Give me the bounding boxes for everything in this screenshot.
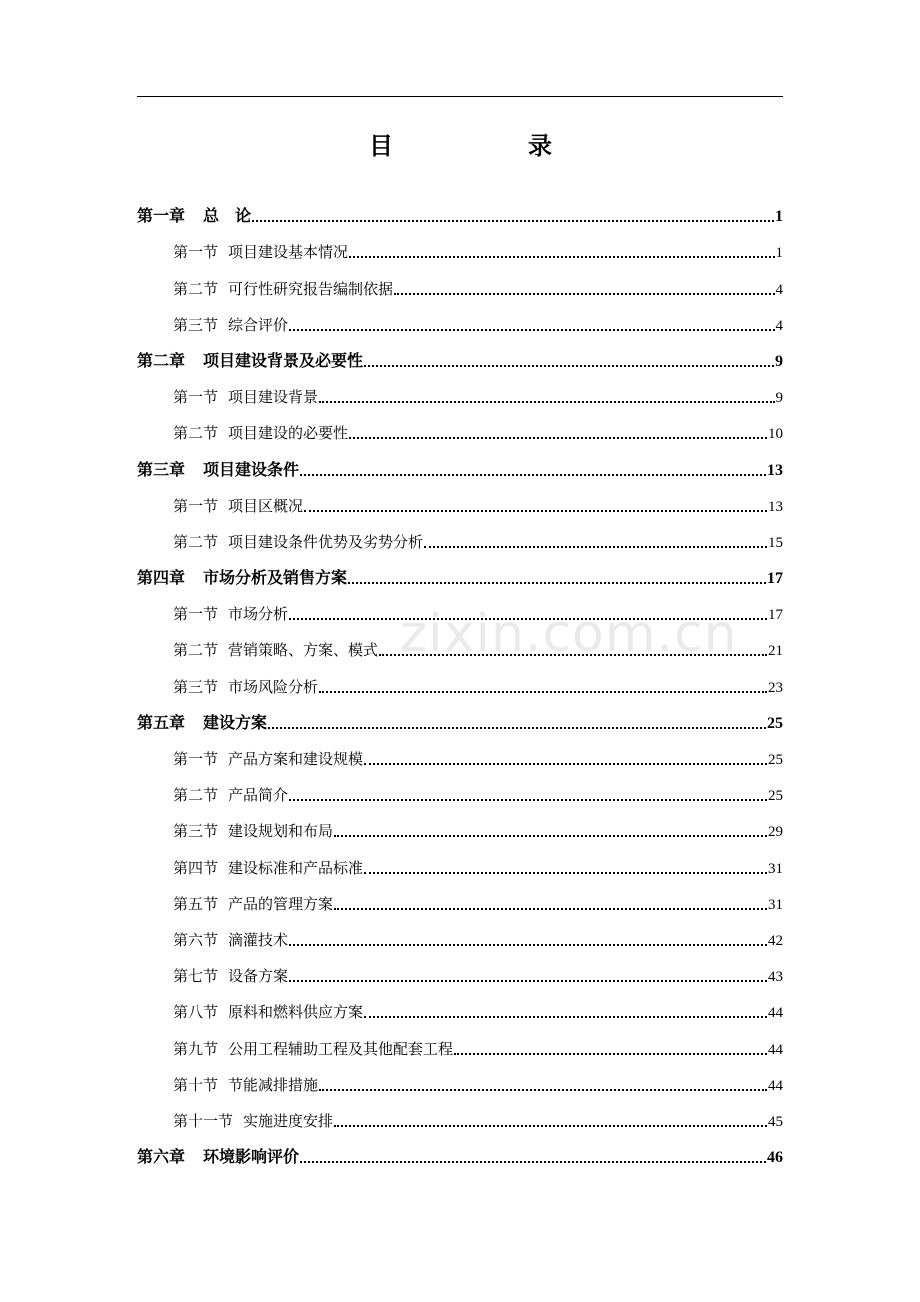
toc-section-entry[interactable] xyxy=(137,1063,783,1099)
toc-dot-leader xyxy=(289,799,767,801)
toc-entry-page-number: 25 xyxy=(768,788,783,805)
toc-entry-number: 第三章 xyxy=(137,459,186,479)
toc-dot-leader xyxy=(300,474,766,476)
toc-entry-page-number: 45 xyxy=(768,1113,783,1130)
toc-dot-leader xyxy=(364,1016,767,1018)
toc-dot-leader xyxy=(394,293,774,295)
toc-entry-number: 第八节 xyxy=(173,1003,219,1022)
toc-entry-page-number: 29 xyxy=(768,824,783,841)
toc-entry-page-number: 42 xyxy=(768,932,783,949)
toc-entry-title: 产品的管理方案 xyxy=(228,894,334,913)
toc-entry-page-number: 44 xyxy=(768,1077,783,1094)
toc-section-entry[interactable] xyxy=(137,411,783,447)
toc-entry-title: 营销策略、方案、模式 xyxy=(228,641,379,660)
toc-entry-number: 第一节 xyxy=(173,388,219,407)
toc-section-entry[interactable] xyxy=(137,375,783,411)
toc-section-entry[interactable] xyxy=(137,773,783,809)
toc-chapter-entry[interactable] xyxy=(137,701,783,737)
toc-entry-title: 设备方案 xyxy=(228,967,289,986)
toc-entry-page-number: 46 xyxy=(767,1149,783,1167)
toc-entry-number: 第五节 xyxy=(173,894,219,913)
toc-dot-leader xyxy=(289,980,767,982)
toc-entry-number: 第九节 xyxy=(173,1039,219,1058)
toc-entry-page-number: 9 xyxy=(775,390,783,407)
toc-entry-title: 节能减排措施 xyxy=(228,1075,319,1094)
toc-entry-title: 原料和燃料供应方案 xyxy=(228,1003,364,1022)
toc-entry-title: 滴灌技术 xyxy=(228,930,289,949)
toc-dot-leader xyxy=(319,1089,767,1091)
toc-chapter-entry[interactable] xyxy=(137,1135,783,1171)
toc-entry-page-number: 23 xyxy=(768,679,783,696)
toc-entry-number: 第二节 xyxy=(173,641,219,660)
toc-entry-title: 项目建设基本情况 xyxy=(228,243,349,262)
toc-chapter-entry[interactable] xyxy=(137,556,783,592)
toc-dot-leader xyxy=(349,256,774,258)
toc-section-entry[interactable] xyxy=(137,737,783,773)
toc-dot-leader xyxy=(319,691,767,693)
toc-entry-page-number: 21 xyxy=(768,643,783,660)
toc-entry-page-number: 4 xyxy=(775,281,783,298)
toc-dot-leader xyxy=(454,1053,767,1055)
toc-entry-number: 第二节 xyxy=(173,279,219,298)
toc-entry-page-number: 9 xyxy=(775,352,783,370)
toc-entry-page-number: 31 xyxy=(768,860,783,877)
toc-entry-number: 第四章 xyxy=(137,568,186,588)
toc-dot-leader xyxy=(334,908,767,910)
toc-section-entry[interactable] xyxy=(137,918,783,954)
toc-entry-number: 第一节 xyxy=(173,750,219,768)
toc-entry-number: 第一章 xyxy=(137,206,186,226)
toc-dot-leader xyxy=(268,727,766,729)
toc-entry-title: 市场风险分析 xyxy=(228,677,319,696)
toc-entry-page-number: 15 xyxy=(768,534,783,551)
toc-entry-title: 产品简介 xyxy=(228,786,289,805)
toc-dot-leader xyxy=(379,654,767,656)
toc-entry-title: 产品方案和建设规模 xyxy=(228,750,364,768)
toc-entry-title: 建设标准和产品标准 xyxy=(228,858,364,877)
toc-entry-number: 第一节 xyxy=(173,605,219,624)
table-of-contents xyxy=(137,194,783,1171)
toc-section-entry[interactable] xyxy=(137,1099,783,1135)
toc-entry-page-number: 1 xyxy=(775,245,783,262)
page-title xyxy=(137,126,783,166)
toc-entry-number: 第三节 xyxy=(173,677,219,696)
toc-dot-leader xyxy=(364,763,767,765)
toc-chapter-entry[interactable] xyxy=(137,447,783,483)
toc-entry-title: 建设规划和布局 xyxy=(228,822,334,841)
toc-entry-title: 项目建设条件优势及劣势分析 xyxy=(228,532,424,551)
toc-entry-title: 项目建设条件 xyxy=(203,459,300,479)
toc-entry-title: 环境影响评价 xyxy=(203,1147,300,1167)
toc-entry-number: 第一节 xyxy=(173,243,219,262)
toc-section-entry[interactable] xyxy=(137,230,783,266)
toc-entry-page-number: 10 xyxy=(768,426,783,443)
toc-section-entry[interactable] xyxy=(137,990,783,1026)
toc-entry-number: 第二节 xyxy=(173,532,219,551)
toc-dot-leader xyxy=(349,437,767,439)
toc-dot-leader xyxy=(424,546,767,548)
toc-entry-title: 建设方案 xyxy=(203,712,268,732)
toc-entry-number: 第七节 xyxy=(173,967,219,986)
toc-entry-title: 实施进度安排 xyxy=(243,1111,334,1130)
toc-section-entry[interactable] xyxy=(137,664,783,700)
toc-entry-title: 公用工程辅助工程及其他配套工程 xyxy=(228,1039,454,1058)
toc-entry-title: 总 论 xyxy=(203,206,252,226)
page-title-char-2: 录 xyxy=(528,132,552,160)
toc-entry-title: 项目建设背景及必要性 xyxy=(203,350,364,370)
toc-entry-page-number: 43 xyxy=(768,969,783,986)
toc-entry-number: 第二章 xyxy=(137,350,186,370)
toc-chapter-entry[interactable] xyxy=(137,194,783,230)
toc-entry-page-number: 44 xyxy=(768,1041,783,1058)
toc-section-entry[interactable] xyxy=(137,628,783,664)
toc-entry-page-number: 25 xyxy=(768,752,783,768)
toc-entry-title: 市场分析 xyxy=(228,605,289,624)
toc-entry-number: 第五章 xyxy=(137,712,186,732)
toc-dot-leader xyxy=(304,510,767,512)
toc-dot-leader xyxy=(334,835,767,837)
toc-dot-leader xyxy=(289,944,767,946)
toc-section-entry[interactable] xyxy=(137,266,783,302)
toc-section-entry[interactable] xyxy=(137,809,783,845)
toc-section-entry[interactable] xyxy=(137,882,783,918)
header-rule xyxy=(137,96,783,97)
toc-entry-number: 第三节 xyxy=(173,822,219,841)
toc-dot-leader xyxy=(252,220,774,222)
toc-entry-number: 第一节 xyxy=(173,496,219,515)
toc-entry-title: 项目区概况 xyxy=(228,496,304,515)
toc-dot-leader xyxy=(300,1161,766,1163)
toc-section-entry[interactable] xyxy=(137,954,783,990)
toc-section-entry[interactable] xyxy=(137,845,783,881)
toc-section-entry[interactable] xyxy=(137,303,783,339)
toc-entry-page-number: 17 xyxy=(768,607,783,624)
toc-entry-number: 第十一节 xyxy=(173,1111,234,1130)
toc-entry-page-number: 13 xyxy=(767,461,783,479)
toc-entry-number: 第十节 xyxy=(173,1075,219,1094)
toc-section-entry[interactable] xyxy=(137,1026,783,1062)
toc-dot-leader xyxy=(319,401,774,403)
toc-entry-title: 项目建设的必要性 xyxy=(228,424,349,443)
page-title-char-1: 目 xyxy=(369,132,393,160)
toc-entry-page-number: 4 xyxy=(775,317,783,334)
toc-section-entry[interactable] xyxy=(137,592,783,628)
watermark: zixin.com.cn xyxy=(400,604,738,664)
toc-entry-page-number: 25 xyxy=(767,714,783,732)
toc-dot-leader xyxy=(334,1125,767,1127)
toc-entry-page-number: 17 xyxy=(767,570,783,588)
toc-entry-title: 可行性研究报告编制依据 xyxy=(228,279,394,298)
toc-entry-title: 综合评价 xyxy=(228,315,289,334)
toc-entry-number: 第二节 xyxy=(173,786,219,805)
toc-entry-title: 项目建设背景 xyxy=(228,388,319,407)
toc-chapter-entry[interactable] xyxy=(137,339,783,375)
toc-entry-page-number: 44 xyxy=(768,1005,783,1022)
toc-section-entry[interactable] xyxy=(137,484,783,520)
toc-entry-page-number: 31 xyxy=(768,896,783,913)
toc-entry-title: 市场分析及销售方案 xyxy=(203,568,348,588)
toc-entry-page-number: 13 xyxy=(768,498,783,515)
toc-entry-number: 第二节 xyxy=(173,424,219,443)
toc-dot-leader xyxy=(289,618,767,620)
toc-entry-number: 第三节 xyxy=(173,315,219,334)
toc-dot-leader xyxy=(289,329,774,331)
toc-dot-leader xyxy=(364,365,774,367)
toc-dot-leader xyxy=(348,582,766,584)
toc-dot-leader xyxy=(364,872,767,874)
toc-entry-number: 第六节 xyxy=(173,930,219,949)
toc-entry-number: 第六章 xyxy=(137,1147,186,1167)
toc-section-entry[interactable] xyxy=(137,520,783,556)
toc-entry-page-number: 1 xyxy=(775,208,783,226)
toc-entry-number: 第四节 xyxy=(173,858,219,877)
